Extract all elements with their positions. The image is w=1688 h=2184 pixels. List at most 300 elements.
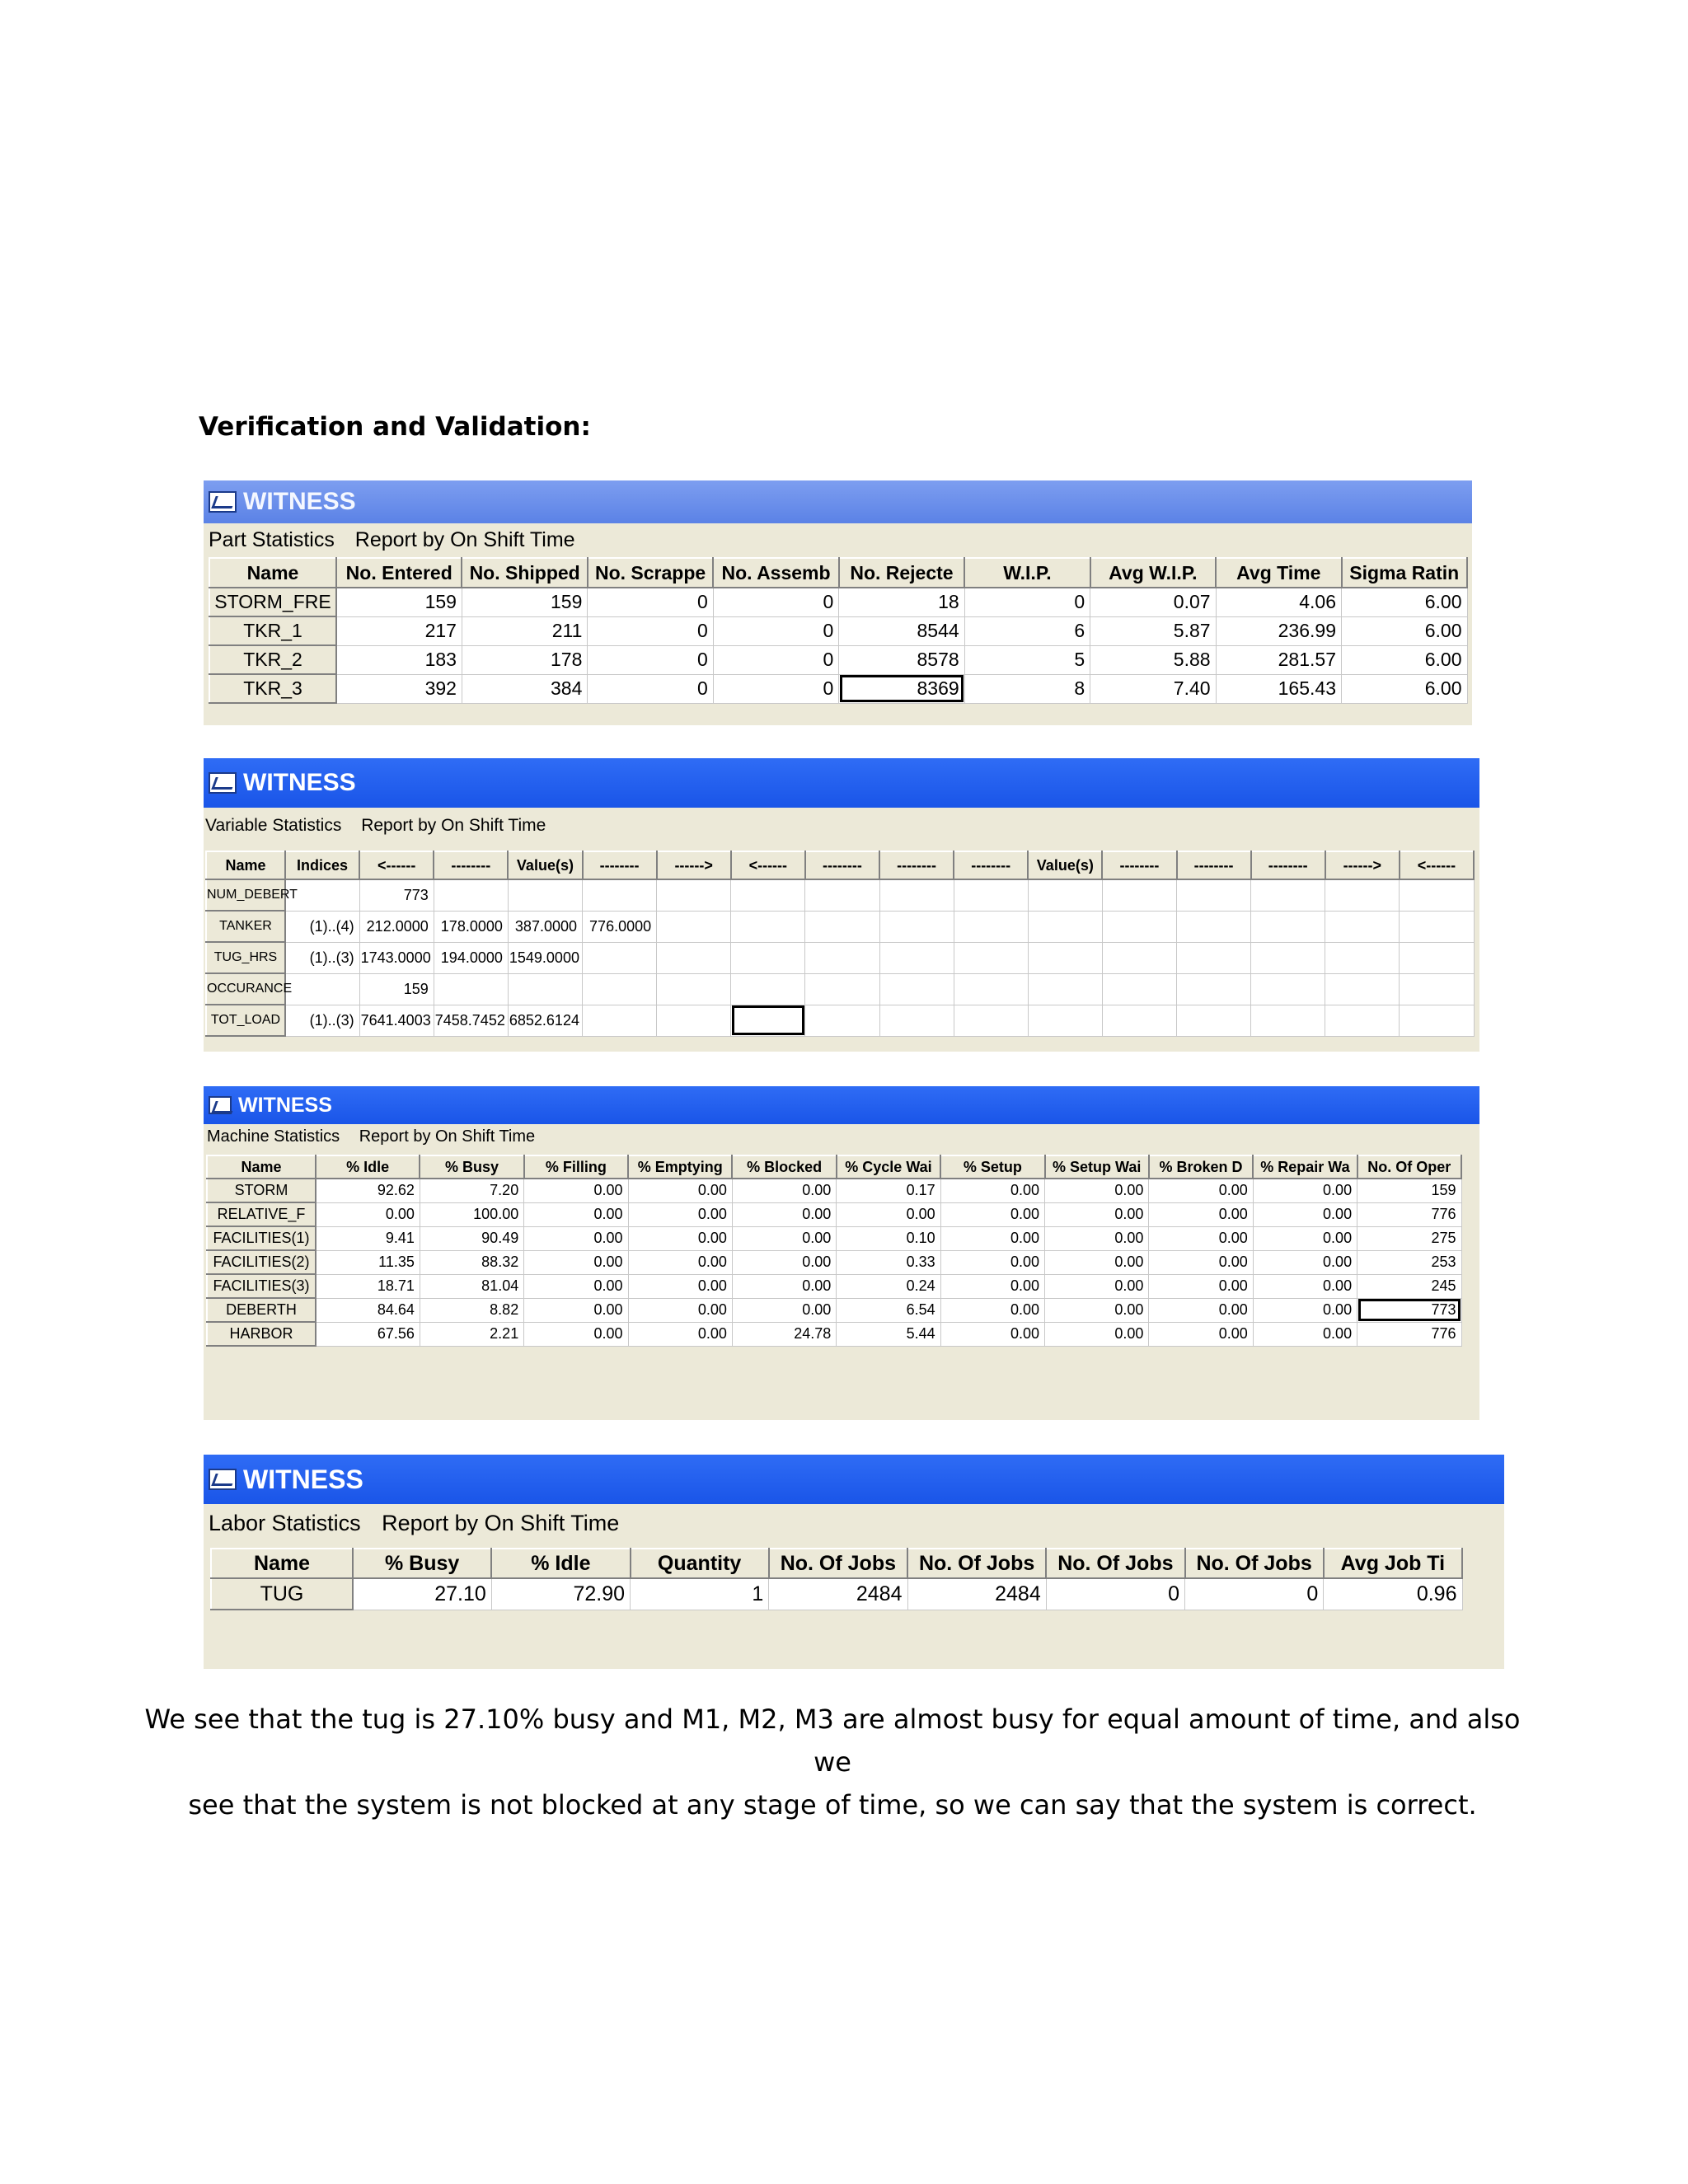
row-name-cell[interactable]: TANKER bbox=[206, 911, 285, 942]
column-header[interactable]: No. Of Jobs bbox=[769, 1549, 907, 1578]
table-cell[interactable]: 0.00 bbox=[628, 1226, 732, 1250]
report-by: Report by On Shift Time bbox=[359, 1127, 536, 1146]
row-name-cell[interactable]: FACILITIES(3) bbox=[207, 1274, 316, 1298]
table-cell[interactable]: 0.00 bbox=[1253, 1322, 1357, 1346]
table-cell[interactable] bbox=[1251, 911, 1325, 942]
table-cell[interactable]: 0.33 bbox=[837, 1250, 940, 1274]
table-cell[interactable]: 0.00 bbox=[524, 1179, 628, 1202]
table-cell[interactable] bbox=[731, 879, 805, 911]
table-cell[interactable]: 0.00 bbox=[1045, 1226, 1149, 1250]
table-row[interactable] bbox=[209, 645, 1467, 674]
table-cell[interactable]: 0.96 bbox=[1324, 1578, 1462, 1610]
table-cell[interactable] bbox=[879, 911, 954, 942]
table-row[interactable] bbox=[207, 1202, 1461, 1226]
table-cell[interactable]: 0 bbox=[713, 645, 838, 674]
row-name-cell[interactable]: DEBERTH bbox=[207, 1298, 316, 1322]
column-header[interactable]: No. Scrappe bbox=[588, 558, 713, 588]
table-cell[interactable] bbox=[731, 1005, 805, 1036]
table-cell[interactable]: 7.20 bbox=[420, 1179, 523, 1202]
conclusion-line-2: see that the system is not blocked at any stage of time, so we can say that the system is correct. bbox=[188, 1789, 1477, 1821]
table-cell[interactable]: 0.00 bbox=[1149, 1298, 1253, 1322]
table-cell[interactable]: 0.24 bbox=[837, 1274, 940, 1298]
table-cell[interactable] bbox=[583, 942, 657, 973]
table-cell[interactable]: 0.00 bbox=[940, 1202, 1044, 1226]
column-header[interactable]: -------- bbox=[434, 851, 508, 879]
report-caption bbox=[204, 1124, 1479, 1155]
table-cell[interactable]: 11.35 bbox=[316, 1250, 420, 1274]
table-cell[interactable] bbox=[1177, 911, 1251, 942]
window-title: WITNESS bbox=[243, 1464, 363, 1494]
table-cell[interactable]: 8369 bbox=[839, 674, 964, 703]
window-title: WITNESS bbox=[238, 1093, 332, 1117]
table-cell[interactable]: 6.00 bbox=[1342, 588, 1468, 616]
table-row[interactable] bbox=[209, 588, 1467, 616]
table-cell[interactable]: 18.71 bbox=[316, 1274, 420, 1298]
table-cell[interactable]: 0.00 bbox=[1045, 1322, 1149, 1346]
table-cell[interactable] bbox=[954, 942, 1028, 973]
table-cell[interactable]: 7641.4003 bbox=[359, 1005, 434, 1036]
table-cell[interactable] bbox=[508, 879, 582, 911]
table-cell[interactable] bbox=[583, 879, 657, 911]
table-cell[interactable] bbox=[1325, 879, 1400, 911]
table-cell[interactable]: 1549.0000 bbox=[508, 942, 582, 973]
table-cell[interactable] bbox=[1400, 942, 1474, 973]
table-cell[interactable]: 6.00 bbox=[1342, 645, 1468, 674]
table-cell[interactable]: 8544 bbox=[839, 616, 964, 645]
table-cell[interactable]: 0 bbox=[588, 645, 713, 674]
row-name-cell[interactable]: RELATIVE_F bbox=[207, 1202, 316, 1226]
table-cell[interactable]: 165.43 bbox=[1216, 674, 1341, 703]
table-row[interactable] bbox=[207, 1322, 1461, 1346]
table-cell[interactable]: 2.21 bbox=[420, 1322, 523, 1346]
table-row[interactable] bbox=[211, 1578, 1462, 1610]
table-cell[interactable]: 0.07 bbox=[1090, 588, 1216, 616]
table-row[interactable] bbox=[206, 942, 1474, 973]
column-header[interactable]: Avg Job Ti bbox=[1324, 1549, 1462, 1578]
table-cell[interactable]: 0.00 bbox=[1253, 1250, 1357, 1274]
table-cell[interactable]: 183 bbox=[336, 645, 462, 674]
table-cell[interactable] bbox=[805, 973, 879, 1005]
table-cell[interactable]: 0.00 bbox=[940, 1274, 1044, 1298]
table-cell[interactable]: 5 bbox=[964, 645, 1090, 674]
table-cell[interactable] bbox=[1028, 973, 1102, 1005]
column-header[interactable]: % Idle bbox=[316, 1155, 420, 1179]
row-name-cell[interactable]: TKR_2 bbox=[209, 645, 336, 674]
row-name-cell[interactable]: STORM bbox=[207, 1179, 316, 1202]
table-cell[interactable]: 8.82 bbox=[420, 1298, 523, 1322]
table-cell[interactable]: 0.00 bbox=[524, 1298, 628, 1322]
table-cell[interactable]: 178 bbox=[462, 645, 587, 674]
table-cell[interactable]: 2484 bbox=[769, 1578, 907, 1610]
table-cell[interactable] bbox=[434, 879, 508, 911]
column-header[interactable]: <------ bbox=[359, 851, 434, 879]
table-cell[interactable] bbox=[1400, 911, 1474, 942]
table-cell[interactable]: (1)..(4) bbox=[285, 911, 359, 942]
table-cell[interactable] bbox=[1325, 1005, 1400, 1036]
table-cell[interactable]: 776.0000 bbox=[583, 911, 657, 942]
report-name: Variable Statistics bbox=[205, 816, 342, 835]
table-cell[interactable]: 0 bbox=[1046, 1578, 1184, 1610]
table-cell[interactable]: 0.17 bbox=[837, 1179, 940, 1202]
table-cell[interactable] bbox=[805, 879, 879, 911]
table-cell[interactable] bbox=[657, 911, 731, 942]
table-cell[interactable]: 81.04 bbox=[420, 1274, 523, 1298]
column-header[interactable]: % Emptying bbox=[628, 1155, 732, 1179]
row-name-cell[interactable]: STORM_FRE bbox=[209, 588, 336, 616]
column-header[interactable]: ------> bbox=[1325, 851, 1400, 879]
table-cell[interactable]: 0.00 bbox=[1149, 1179, 1253, 1202]
column-header[interactable]: Value(s) bbox=[508, 851, 582, 879]
column-header[interactable]: No. Of Jobs bbox=[907, 1549, 1046, 1578]
table-cell[interactable]: 0.00 bbox=[524, 1202, 628, 1226]
table-cell[interactable]: 0.00 bbox=[1253, 1274, 1357, 1298]
column-header[interactable]: No. Of Jobs bbox=[1185, 1549, 1324, 1578]
window-title: WITNESS bbox=[243, 769, 356, 796]
table-cell[interactable] bbox=[1102, 911, 1176, 942]
table-cell[interactable]: 8 bbox=[964, 674, 1090, 703]
table-cell[interactable]: 6.54 bbox=[837, 1298, 940, 1322]
table-cell[interactable] bbox=[1177, 942, 1251, 973]
table-cell[interactable] bbox=[879, 1005, 954, 1036]
table-cell[interactable]: 0.00 bbox=[1253, 1298, 1357, 1322]
table-cell[interactable]: 776 bbox=[1357, 1322, 1461, 1346]
table-cell[interactable] bbox=[1325, 973, 1400, 1005]
column-header[interactable]: -------- bbox=[954, 851, 1028, 879]
labor-statistics-window bbox=[204, 1455, 1504, 1669]
table-cell[interactable]: 6.00 bbox=[1342, 616, 1468, 645]
table-row[interactable] bbox=[207, 1298, 1461, 1322]
part-statistics-table bbox=[209, 557, 1468, 704]
column-header[interactable]: Name bbox=[211, 1549, 353, 1578]
table-cell[interactable]: 236.99 bbox=[1216, 616, 1341, 645]
table-row[interactable] bbox=[209, 616, 1467, 645]
table-cell[interactable]: 0.00 bbox=[524, 1274, 628, 1298]
table-cell[interactable]: 387.0000 bbox=[508, 911, 582, 942]
table-cell[interactable] bbox=[731, 942, 805, 973]
table-cell[interactable] bbox=[285, 973, 359, 1005]
table-cell[interactable]: 0 bbox=[588, 616, 713, 645]
table-cell[interactable]: 0.00 bbox=[940, 1322, 1044, 1346]
table-cell[interactable]: 5.44 bbox=[837, 1322, 940, 1346]
table-cell[interactable] bbox=[1028, 942, 1102, 973]
table-row[interactable] bbox=[207, 1250, 1461, 1274]
table-cell[interactable] bbox=[657, 973, 731, 1005]
table-cell[interactable]: 0.00 bbox=[1045, 1274, 1149, 1298]
report-name: Labor Statistics bbox=[209, 1511, 361, 1535]
table-cell[interactable]: 0.00 bbox=[628, 1298, 732, 1322]
table-cell[interactable] bbox=[583, 1005, 657, 1036]
table-cell[interactable]: 0.00 bbox=[524, 1322, 628, 1346]
table-cell[interactable]: 0.00 bbox=[524, 1226, 628, 1250]
table-cell[interactable]: 0.00 bbox=[940, 1298, 1044, 1322]
table-row[interactable] bbox=[207, 1179, 1461, 1202]
table-cell[interactable]: 0.00 bbox=[1149, 1226, 1253, 1250]
column-header[interactable]: ------> bbox=[657, 851, 731, 879]
table-cell[interactable] bbox=[1028, 911, 1102, 942]
header-row bbox=[207, 1155, 1461, 1179]
table-cell[interactable]: 212.0000 bbox=[359, 911, 434, 942]
column-header[interactable]: No. Assemb bbox=[713, 558, 838, 588]
table-cell[interactable]: (1)..(3) bbox=[285, 1005, 359, 1036]
table-cell[interactable] bbox=[1177, 973, 1251, 1005]
table-cell[interactable] bbox=[1400, 1005, 1474, 1036]
table-cell[interactable]: 7.40 bbox=[1090, 674, 1216, 703]
table-cell[interactable]: 0.00 bbox=[1045, 1298, 1149, 1322]
column-header[interactable]: -------- bbox=[1251, 851, 1325, 879]
table-cell[interactable] bbox=[805, 911, 879, 942]
table-row[interactable] bbox=[207, 1226, 1461, 1250]
column-header[interactable]: -------- bbox=[879, 851, 954, 879]
table-cell[interactable] bbox=[731, 911, 805, 942]
table-cell[interactable] bbox=[1028, 1005, 1102, 1036]
table-cell[interactable]: 5.87 bbox=[1090, 616, 1216, 645]
header-row bbox=[209, 558, 1467, 588]
table-cell[interactable] bbox=[508, 973, 582, 1005]
table-cell[interactable] bbox=[954, 911, 1028, 942]
table-cell[interactable]: 0 bbox=[588, 588, 713, 616]
table-cell[interactable] bbox=[805, 942, 879, 973]
table-cell[interactable]: 0 bbox=[588, 674, 713, 703]
table-cell[interactable] bbox=[1102, 973, 1176, 1005]
table-cell[interactable]: 0.00 bbox=[316, 1202, 420, 1226]
table-cell[interactable]: 0.00 bbox=[732, 1226, 836, 1250]
row-name-cell[interactable]: TUG_HRS bbox=[206, 942, 285, 973]
table-cell[interactable] bbox=[1400, 879, 1474, 911]
table-cell[interactable] bbox=[1325, 911, 1400, 942]
table-cell[interactable]: 0.00 bbox=[732, 1274, 836, 1298]
table-cell[interactable]: (1)..(3) bbox=[285, 942, 359, 973]
column-header[interactable]: % Broken D bbox=[1149, 1155, 1253, 1179]
table-cell[interactable]: 0.00 bbox=[940, 1226, 1044, 1250]
column-header[interactable]: % Busy bbox=[420, 1155, 523, 1179]
table-cell[interactable] bbox=[805, 1005, 879, 1036]
table-cell[interactable]: 245 bbox=[1357, 1274, 1461, 1298]
table-cell[interactable]: 0.00 bbox=[1045, 1202, 1149, 1226]
table-cell[interactable]: 84.64 bbox=[316, 1298, 420, 1322]
table-cell[interactable]: 384 bbox=[462, 674, 587, 703]
labor-statistics-table bbox=[210, 1548, 1463, 1610]
table-cell[interactable]: 0.00 bbox=[628, 1202, 732, 1226]
column-header[interactable]: % Setup bbox=[940, 1155, 1044, 1179]
table-cell[interactable]: 0.00 bbox=[1045, 1179, 1149, 1202]
table-row[interactable] bbox=[206, 911, 1474, 942]
table-cell[interactable]: 88.32 bbox=[420, 1250, 523, 1274]
column-header[interactable]: No. Of Jobs bbox=[1046, 1549, 1184, 1578]
table-row[interactable] bbox=[206, 1005, 1474, 1036]
table-cell[interactable]: 5.88 bbox=[1090, 645, 1216, 674]
table-cell[interactable]: 0.00 bbox=[628, 1179, 732, 1202]
table-cell[interactable] bbox=[879, 879, 954, 911]
table-cell[interactable] bbox=[1102, 879, 1176, 911]
table-cell[interactable] bbox=[657, 879, 731, 911]
table-row[interactable] bbox=[209, 674, 1467, 703]
table-cell[interactable]: 194.0000 bbox=[434, 942, 508, 973]
column-header[interactable]: % Setup Wai bbox=[1045, 1155, 1149, 1179]
table-cell[interactable] bbox=[954, 879, 1028, 911]
header-row bbox=[211, 1549, 1462, 1578]
table-cell[interactable]: 6.00 bbox=[1342, 674, 1468, 703]
column-header[interactable]: -------- bbox=[583, 851, 657, 879]
table-cell[interactable]: 6 bbox=[964, 616, 1090, 645]
table-cell[interactable]: 0 bbox=[1185, 1578, 1324, 1610]
table-cell[interactable]: 159 bbox=[462, 588, 587, 616]
table-cell[interactable]: 211 bbox=[462, 616, 587, 645]
table-cell[interactable] bbox=[1028, 879, 1102, 911]
table-cell[interactable]: 0.00 bbox=[1149, 1274, 1253, 1298]
table-cell[interactable]: 0.00 bbox=[1253, 1226, 1357, 1250]
table-cell[interactable]: 1 bbox=[631, 1578, 769, 1610]
table-cell[interactable] bbox=[1325, 942, 1400, 973]
table-cell[interactable] bbox=[879, 973, 954, 1005]
table-cell[interactable]: 24.78 bbox=[732, 1322, 836, 1346]
row-name-cell[interactable]: NUM_DEBERT bbox=[206, 879, 285, 911]
report-by: Report by On Shift Time bbox=[354, 528, 575, 551]
table-cell[interactable]: 217 bbox=[336, 616, 462, 645]
table-cell[interactable]: 0 bbox=[713, 674, 838, 703]
table-cell[interactable]: 159 bbox=[336, 588, 462, 616]
table-cell[interactable]: 90.49 bbox=[420, 1226, 523, 1250]
table-cell[interactable] bbox=[731, 973, 805, 1005]
table-cell[interactable]: 92.62 bbox=[316, 1179, 420, 1202]
table-cell[interactable]: 0.00 bbox=[1253, 1202, 1357, 1226]
table-cell[interactable]: 0.00 bbox=[732, 1179, 836, 1202]
column-header[interactable]: % Repair Wa bbox=[1253, 1155, 1357, 1179]
table-cell[interactable]: 0.00 bbox=[1253, 1179, 1357, 1202]
table-cell[interactable]: 776 bbox=[1357, 1202, 1461, 1226]
column-header[interactable]: <------ bbox=[1400, 851, 1474, 879]
column-header[interactable]: Value(s) bbox=[1028, 851, 1102, 879]
table-cell[interactable]: 27.10 bbox=[353, 1578, 491, 1610]
table-cell[interactable]: 0.00 bbox=[732, 1250, 836, 1274]
table-cell[interactable]: 8578 bbox=[839, 645, 964, 674]
table-cell[interactable]: 0.00 bbox=[1045, 1250, 1149, 1274]
row-name-cell[interactable]: HARBOR bbox=[207, 1322, 316, 1346]
table-cell[interactable]: 1743.0000 bbox=[359, 942, 434, 973]
report-caption bbox=[204, 523, 1472, 557]
table-cell[interactable]: 281.57 bbox=[1216, 645, 1341, 674]
table-cell[interactable]: 2484 bbox=[907, 1578, 1046, 1610]
column-header[interactable]: Sigma Ratin bbox=[1342, 558, 1468, 588]
column-header[interactable]: % Cycle Wai bbox=[837, 1155, 940, 1179]
table-cell[interactable]: 0 bbox=[713, 616, 838, 645]
table-cell[interactable]: 0.00 bbox=[1149, 1250, 1253, 1274]
row-name-cell[interactable]: TKR_3 bbox=[209, 674, 336, 703]
table-cell[interactable] bbox=[1102, 942, 1176, 973]
table-cell[interactable]: 253 bbox=[1357, 1250, 1461, 1274]
table-cell[interactable]: 392 bbox=[336, 674, 462, 703]
table-cell[interactable]: 0 bbox=[964, 588, 1090, 616]
table-cell[interactable] bbox=[1251, 942, 1325, 973]
column-header[interactable]: -------- bbox=[805, 851, 879, 879]
column-header[interactable]: <------ bbox=[731, 851, 805, 879]
table-row[interactable] bbox=[207, 1274, 1461, 1298]
table-cell[interactable]: 72.90 bbox=[491, 1578, 630, 1610]
table-cell[interactable]: 0.00 bbox=[1149, 1202, 1253, 1226]
column-header[interactable]: Avg Time bbox=[1216, 558, 1341, 588]
column-header[interactable]: No. Of Oper bbox=[1357, 1155, 1461, 1179]
table-cell[interactable]: 0.00 bbox=[628, 1274, 732, 1298]
column-header[interactable]: Avg W.I.P. bbox=[1090, 558, 1216, 588]
row-name-cell[interactable]: TUG bbox=[211, 1578, 353, 1610]
column-header[interactable]: Indices bbox=[285, 851, 359, 879]
row-name-cell[interactable]: TOT_LOAD bbox=[206, 1005, 285, 1036]
row-name-cell[interactable]: TKR_1 bbox=[209, 616, 336, 645]
table-cell[interactable]: 0.10 bbox=[837, 1226, 940, 1250]
table-cell[interactable]: 178.0000 bbox=[434, 911, 508, 942]
table-cell[interactable] bbox=[1251, 973, 1325, 1005]
table-cell[interactable]: 0 bbox=[713, 588, 838, 616]
column-header[interactable]: W.I.P. bbox=[964, 558, 1090, 588]
column-header[interactable]: Name bbox=[207, 1155, 316, 1179]
row-name-cell[interactable]: FACILITIES(1) bbox=[207, 1226, 316, 1250]
table-cell[interactable]: 0.00 bbox=[1149, 1322, 1253, 1346]
table-cell[interactable] bbox=[879, 942, 954, 973]
row-name-cell[interactable]: OCCURANCE bbox=[206, 973, 285, 1005]
column-header[interactable]: Quantity bbox=[631, 1549, 769, 1578]
table-cell[interactable]: 0.00 bbox=[628, 1250, 732, 1274]
table-cell[interactable] bbox=[583, 973, 657, 1005]
table-cell[interactable] bbox=[657, 1005, 731, 1036]
table-cell[interactable]: 275 bbox=[1357, 1226, 1461, 1250]
table-cell[interactable]: 6852.6124 bbox=[508, 1005, 582, 1036]
table-cell[interactable]: 0.00 bbox=[940, 1250, 1044, 1274]
table-cell[interactable] bbox=[434, 973, 508, 1005]
table-cell[interactable] bbox=[1251, 879, 1325, 911]
table-cell[interactable]: 159 bbox=[1357, 1179, 1461, 1202]
table-cell[interactable]: 18 bbox=[839, 588, 964, 616]
table-cell[interactable]: 0.00 bbox=[524, 1250, 628, 1274]
table-cell[interactable]: 67.56 bbox=[316, 1322, 420, 1346]
table-cell[interactable]: 773 bbox=[1357, 1298, 1461, 1322]
column-header[interactable]: % Busy bbox=[353, 1549, 491, 1578]
witness-logo-icon bbox=[209, 1096, 232, 1114]
table-cell[interactable] bbox=[657, 942, 731, 973]
table-cell[interactable] bbox=[1177, 879, 1251, 911]
column-header[interactable]: No. Shipped bbox=[462, 558, 587, 588]
table-row[interactable] bbox=[206, 973, 1474, 1005]
column-header[interactable]: No. Entered bbox=[336, 558, 462, 588]
witness-titlebar bbox=[204, 1086, 1479, 1124]
column-header[interactable]: Name bbox=[206, 851, 285, 879]
row-name-cell[interactable]: FACILITIES(2) bbox=[207, 1250, 316, 1274]
column-header[interactable]: -------- bbox=[1177, 851, 1251, 879]
table-cell[interactable]: 0.00 bbox=[628, 1322, 732, 1346]
table-row[interactable] bbox=[206, 879, 1474, 911]
table-cell[interactable] bbox=[954, 1005, 1028, 1036]
column-header[interactable]: % Idle bbox=[491, 1549, 630, 1578]
table-cell[interactable]: 0.00 bbox=[940, 1179, 1044, 1202]
table-cell[interactable]: 4.06 bbox=[1216, 588, 1341, 616]
table-cell[interactable] bbox=[1177, 1005, 1251, 1036]
table-cell[interactable] bbox=[1102, 1005, 1176, 1036]
column-header[interactable]: % Filling bbox=[524, 1155, 628, 1179]
table-cell[interactable]: 7458.7452 bbox=[434, 1005, 508, 1036]
table-cell[interactable] bbox=[1251, 1005, 1325, 1036]
column-header[interactable]: No. Rejecte bbox=[839, 558, 964, 588]
table-cell[interactable]: 773 bbox=[359, 879, 434, 911]
column-header[interactable]: % Blocked bbox=[732, 1155, 836, 1179]
table-cell[interactable]: 0.00 bbox=[732, 1202, 836, 1226]
table-cell[interactable]: 0.00 bbox=[732, 1298, 836, 1322]
column-header[interactable]: Name bbox=[209, 558, 336, 588]
table-cell[interactable]: 159 bbox=[359, 973, 434, 1005]
table-cell[interactable]: 9.41 bbox=[316, 1226, 420, 1250]
table-cell[interactable] bbox=[954, 973, 1028, 1005]
table-cell[interactable]: 0.00 bbox=[837, 1202, 940, 1226]
column-header[interactable]: -------- bbox=[1102, 851, 1176, 879]
table-cell[interactable] bbox=[1400, 973, 1474, 1005]
table-cell[interactable]: 100.00 bbox=[420, 1202, 523, 1226]
